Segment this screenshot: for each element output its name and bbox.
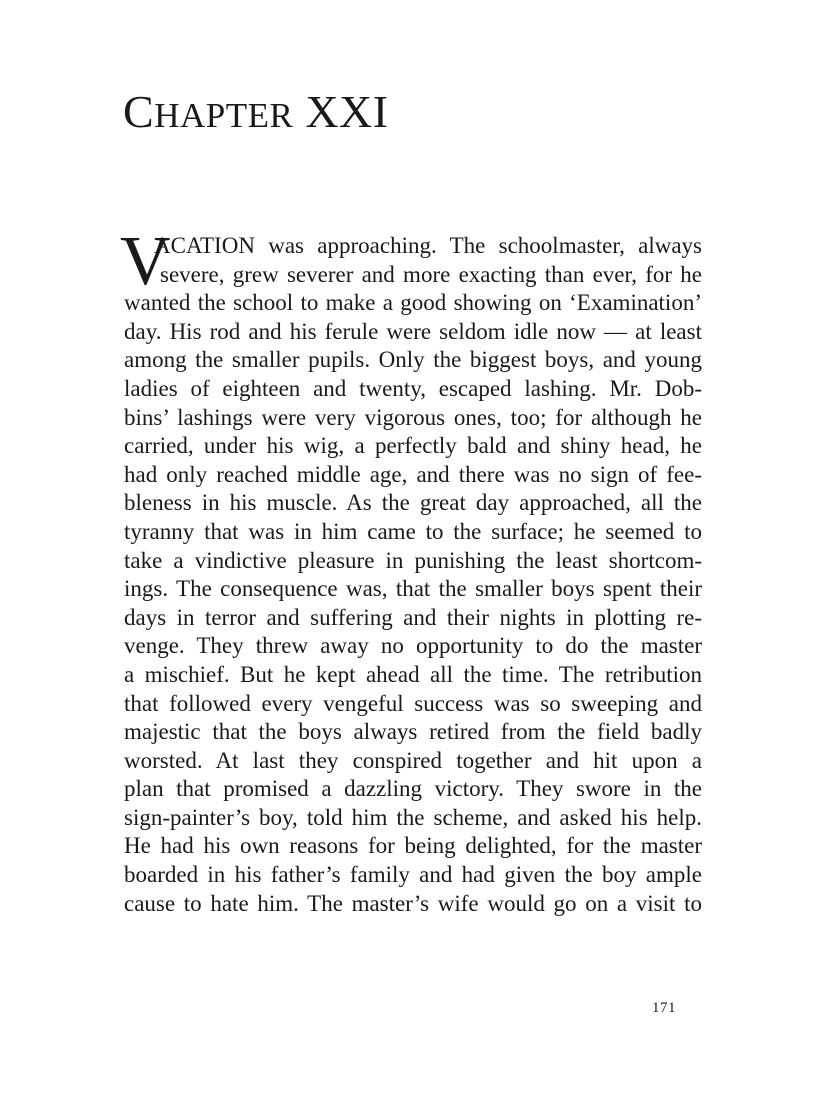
text-line: tyranny that was in him came to the surface; he seemed to xyxy=(124,518,702,544)
text-line: worsted. At last they conspired together and hit upon a xyxy=(124,747,702,773)
text-line: boarded in his father’s family and had given the boy ample xyxy=(124,862,702,888)
text-line: carried, under his wig, a perfectly bald and shiny head, he xyxy=(124,433,702,459)
text-line: day. His rod and his ferule were seldom idle now — at least xyxy=(124,318,702,344)
text-line: ings. The consequence was, that the smaller boys spent their xyxy=(124,576,702,602)
drop-cap: V xyxy=(120,223,171,300)
text-line: days in terror and suffering and their nights in plotting re- xyxy=(124,604,702,630)
text-line: a mischief. But he kept ahead all the time. The retribution xyxy=(124,661,702,687)
chapter-title-smallcaps: HAPTER xyxy=(154,96,294,135)
text-line: ACATION was approaching. The schoolmaster, always xyxy=(154,233,702,258)
chapter-title-initial: C xyxy=(123,86,155,137)
text-line: among the smaller pupils. Only the biggest boys, and young xyxy=(124,347,702,373)
text-line: cause to hate him. The master’s wife would go on a visit to xyxy=(124,890,702,916)
text-line: majestic that the boys always retired from the field badly xyxy=(124,719,702,745)
text-line: plan that promised a dazzling victory. They swore in the xyxy=(124,776,702,802)
chapter-numeral: XXI xyxy=(305,86,389,137)
text-line: wanted the school to make a good showing on ‘Examination’ xyxy=(124,290,702,316)
text-line: severe, grew severer and more exacting than ever, for he xyxy=(160,261,702,287)
page-number: 171 xyxy=(652,1000,676,1016)
text-line: bins’ lashings were very vigorous ones, too; for although he xyxy=(124,404,702,430)
text-line: sign-painter’s boy, told him the scheme, and asked his help. xyxy=(124,804,702,830)
text-line: He had his own reasons for being delighted, for the master xyxy=(124,833,702,859)
text-line: had only reached middle age, and there was no sign of fee- xyxy=(124,461,702,487)
text-line: take a vindictive pleasure in punishing the least shortcom- xyxy=(124,547,702,573)
chapter-body xyxy=(120,223,702,918)
text-line: bleness in his muscle. As the great day approached, all the xyxy=(124,490,702,516)
text-line: that followed every vengeful success was so sweeping and xyxy=(124,690,702,716)
text-line: venge. They threw away no opportunity to do the master xyxy=(124,633,702,659)
chapter-title xyxy=(123,84,389,144)
text-line: ladies of eighteen and twenty, escaped lashing. Mr. Dob- xyxy=(124,375,702,401)
